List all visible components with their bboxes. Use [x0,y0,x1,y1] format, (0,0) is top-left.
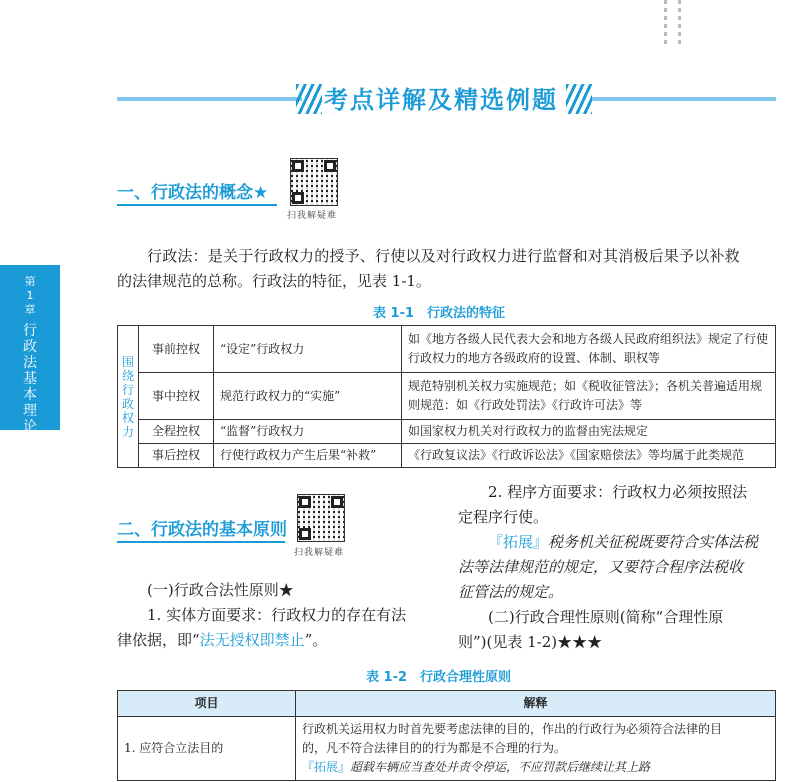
sub-heading-rationality-1: (二)行政合理性原则(简称“合理性原 [488,608,724,626]
table-cell: 《行政复议法》《行政诉讼法》《国家赔偿法》等均属于此类规范 [402,444,776,468]
section2-heading-underline [117,541,285,543]
table1-side-label-text: 围绕行政权力 [122,354,135,439]
table-cell: 事中控权 [139,373,214,420]
banner-line-left [117,97,302,101]
table-cell: “设定”行政权力 [214,326,402,373]
section1-paragraph [117,244,777,294]
extension-note [458,530,778,555]
decorative-dots-right [678,0,681,46]
section2-heading: 二、行政法的基本原则 [117,520,287,540]
table-header-row [118,691,776,717]
table-cell [296,717,776,781]
table-cell: 规范特别机关权力实施规范；如《税收征管法》；各机关普遍适用规则规范：如《行政处罚法》《行政许可法》等 [402,373,776,420]
row1-extension [302,758,769,777]
table-cell: 事前控权 [139,326,214,373]
chapter-title: 行政法基本理论 [23,323,37,435]
table-cell: 如国家权力机关对行政权力的监督由宪法规定 [402,420,776,444]
banner-stripes-right [566,84,592,114]
extension-text-2: 法等法律规范的规定，又要符合程序法税收 [458,558,744,576]
sub-heading-legality: (一)行政合法性原则★ [147,581,294,599]
table-cell: 行使行政权力产生后果“补救” [214,444,402,468]
item2-line2: 定程序行使。 [458,508,549,526]
qr-code-icon[interactable] [290,158,338,206]
item2-line1: 2. 程序方面要求：行政权力必须按照法 [488,483,748,501]
row1-extension-text: 超载车辆应当查处并责令停运，不应罚款后继续让其上路 [350,760,651,774]
section1-para-line1: 行政法：是关于行政权力的授予、行使以及对行政权力进行监督和对其消极后果予以补救 [147,247,740,265]
row1-extension-tag: 『拓展』 [302,760,351,774]
item1-line2-pre: 律依据，即“ [117,631,200,649]
section2-left-column [117,578,452,653]
section1-heading: 一、行政法的概念★ [117,183,269,203]
chapter-number: 第1章 [24,275,36,316]
table-row [118,717,776,781]
banner-line-right [592,97,776,101]
table-cell: “监督”行政权力 [214,420,402,444]
section2-right-column [458,480,778,655]
decorative-dots-left [664,0,667,46]
table2 [117,690,776,781]
table1 [117,325,776,468]
item1-line2-post: ”。 [304,631,328,649]
extension-text-1: 税务机关征税既要符合实体法税 [548,533,759,551]
table1-side-label [118,326,139,468]
section1-para-line2: 的法律规范的总称。行政法的特征，见表 1-1。 [117,272,431,290]
table2-caption: 表 1-2 行政合理性原则 [366,670,512,685]
row1-text-line1: 行政机关运用权力时首先要考虑法律的目的，作出的行政行为必须符合法律的目 [302,722,723,736]
item1-line2 [117,628,452,653]
sub-heading-rationality-2: 则”)(见表 1-2)★★★ [458,633,603,651]
table-row [118,444,776,468]
table-cell: 规范行政权力的“实施” [214,373,402,420]
qr-caption: 扫我解疑难 [287,211,338,221]
qr-code-icon[interactable] [297,494,345,542]
section1-heading-underline [117,204,277,206]
table-cell: 全程控权 [139,420,214,444]
table-cell: 1. 应符合立法目的 [118,717,296,781]
table-row [118,420,776,444]
row1-text-line2: 的，凡不符合法律目的的行为都是不合理的行为。 [302,741,567,755]
banner-title: 考点详解及精选例题 [324,85,558,114]
table-header-cell: 解释 [296,691,776,717]
table-row [118,373,776,420]
qr-caption: 扫我解疑难 [294,548,345,558]
table-row [118,326,776,373]
item1-line1: 1. 实体方面要求：行政权力的存在有法 [147,606,407,624]
table-cell: 如《地方各级人民代表大会和地方各级人民政府组织法》规定了行使行政权力的地方各级政府的设置、体制、职权等 [402,326,776,373]
item1-emphasis: 法无授权即禁止 [199,631,305,649]
chapter-side-text [22,275,38,435]
extension-tag: 『拓展』 [488,533,549,551]
table1-caption: 表 1-1 行政法的特征 [373,306,506,321]
table-cell: 事后控权 [139,444,214,468]
table-header-cell: 项目 [118,691,296,717]
extension-text-3: 征管法的规定。 [458,583,564,601]
